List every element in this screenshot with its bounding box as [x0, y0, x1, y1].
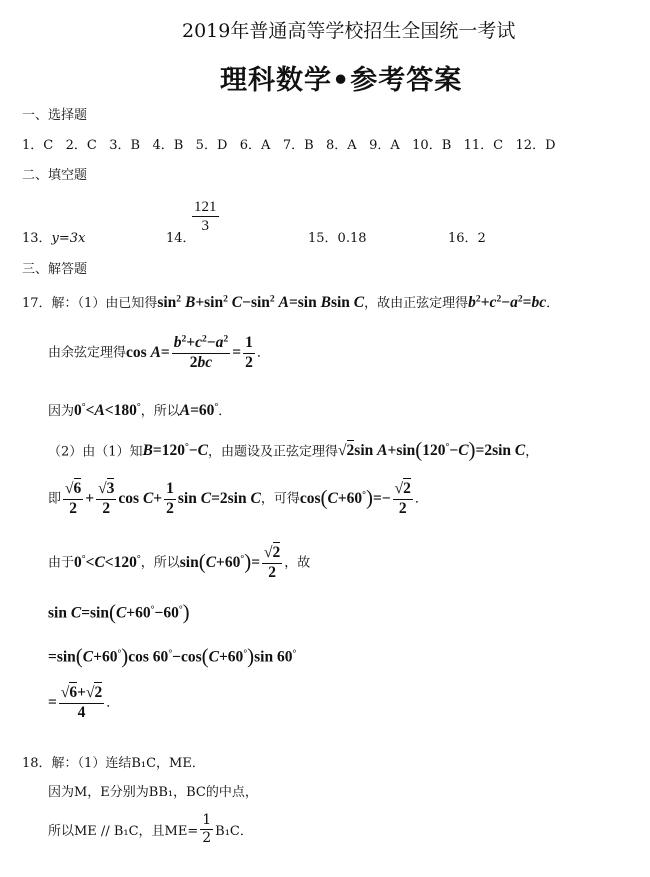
q17-text-3: 因为 [48, 404, 75, 419]
q17-equation-2: $b^2+c^2-a^2=bc$ [468, 293, 547, 311]
q17-line-4: （2）由（1）知B=120°−C，由题设及正弦定理得√2sin A+sin(120°−C)=2sin C， [48, 438, 539, 462]
q17-line-2: 由余弦定理得cos A= $\frac{b^2+c^2-a^2}{2bc}$ = $\frac{1}{2}$ ． [48, 333, 270, 371]
q17-equation-8: sin(C+60°)= $\frac{√2}{2}$ [179, 544, 281, 581]
q17-line-6 [48, 544, 310, 582]
q18-line-2: 因为M，E分别为BB₁，BC的中点， [48, 785, 258, 800]
q17-text-4: ，所以 [140, 404, 180, 419]
q14-numerator: 121 [194, 199, 217, 215]
q17-line-5: 即 $\frac{√6}{2}$ + $\frac{√3}{2}$ cos C+ $\frac{1}{2}$ sin C=2sin C，可得cos(C+60°)=− $\frac{√2}{2}$ ． [48, 480, 428, 517]
q17-inequality-1: 0°<A<180° [74, 401, 141, 419]
q17-text-9: 由于 [48, 555, 75, 571]
q17-text-8: ，可得 [260, 491, 300, 507]
q17-result-a: A=60° [179, 401, 219, 419]
q17-equation-5: √2sin A+sin(120°−C)=2sin C [338, 438, 526, 462]
exam-title: 2019年普通高等学校招生全国统一考试 [182, 20, 516, 42]
q17-derivation-2: =sin(C+60°)cos 60°−cos(C+60°)sin 60° [48, 644, 297, 668]
q17-text-6: ，由题设及正弦定理得 [208, 444, 339, 460]
q17-equation-7: cos(C+60°)=− $\frac{√2}{2}$ [299, 480, 411, 517]
q17-derivation-3: = $\frac{√6+√2}{4}$ ． [48, 684, 120, 721]
section-fill: 二、填空题 [22, 168, 88, 183]
q14-label: 14． [166, 231, 196, 246]
q17-text-7: 即 [48, 491, 62, 507]
q18-text-a: 所以ME // B₁C，且ME= [48, 824, 199, 839]
q18-line-3 [48, 812, 253, 847]
q17-text-5: （2）由（1）知 [48, 444, 143, 460]
q13 [22, 227, 85, 246]
q17-line-3: 因为0°<A<180°，所以A=60°． [48, 401, 232, 419]
q18-text-b: B₁C． [215, 824, 253, 839]
q13-answer: y=3x [51, 231, 86, 246]
q14-denominator: 3 [201, 218, 209, 234]
q17-line-1: 17．解：（1）由已知得$\sin^2 B+\sin^2$ $C-\sin^2$ A=sin Bsin C，故由正弦定理得$b^2+c^2-a^2=bc$． [22, 293, 560, 311]
subject-title: 理科数学•参考答案 [220, 65, 463, 96]
q18-half-numerator: 1 [202, 812, 212, 828]
q17-equation-4: B=120°−C [142, 442, 209, 460]
q17-equation-3: cos A= $\frac{b^2+c^2-a^2}{2bc}$ = $\frac{1}{2}$ [126, 333, 253, 371]
section-solve: 三、解答题 [22, 262, 88, 277]
q17-equation-1: $\sin^2 B+\sin^2$ $C-\sin^2$ A=sin Bsin C [157, 293, 365, 311]
q17-equation-6: $\frac{√6}{2}$ + $\frac{√3}{2}$ cos C+ $\frac{1}{2}$ sin C=2sin C [65, 480, 261, 517]
q18-half-denominator: 2 [202, 829, 212, 846]
q16: 16．2 [448, 231, 486, 246]
q17-label: 17．解：（1）由已知得 [22, 296, 158, 311]
q14-fraction [190, 198, 221, 235]
q17-inequality-2: 0°<C<120° [74, 553, 141, 571]
q17-derivation-1: sin C=sin(C+60°−60°) [48, 600, 190, 624]
choice-answers: 1．C 2．C 3．B 4．B 5．D 6．A 7．B 8．A 9．A 10．B 11．C 12．D [22, 138, 556, 153]
q17-text-1: ，故由正弦定理得 [364, 296, 469, 311]
q18-line-1: 18．解：（1）连结B₁C，ME． [22, 756, 205, 771]
q15: 15．0.18 [308, 231, 367, 246]
section-choice: 一、选择题 [22, 108, 88, 123]
q13-label: 13． [22, 231, 52, 246]
q17-text-10: ，所以 [140, 555, 180, 571]
q17-text-2: 由余弦定理得 [48, 345, 127, 361]
q17-text-11: ，故 [284, 555, 311, 571]
